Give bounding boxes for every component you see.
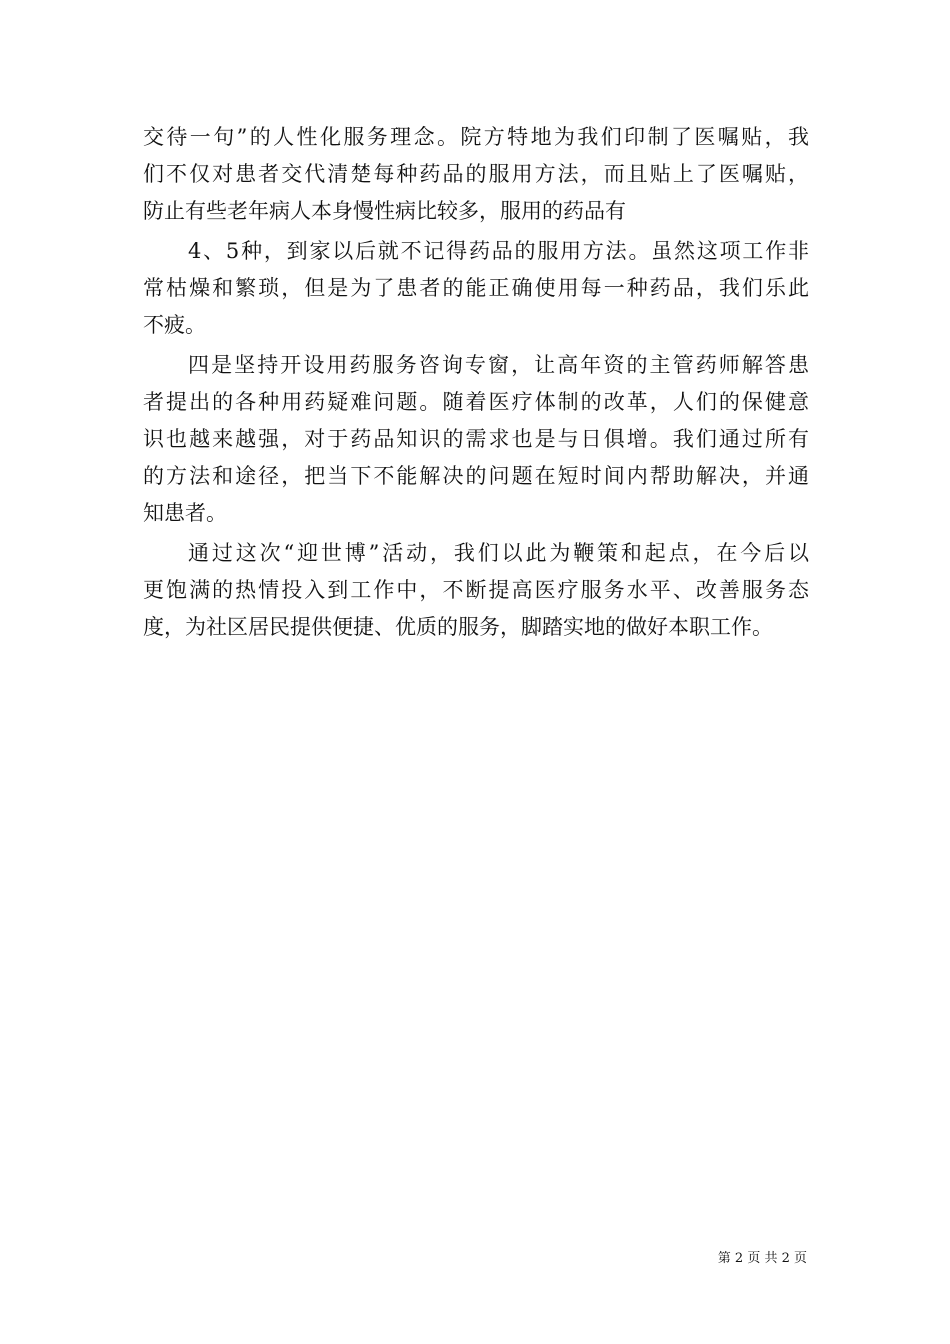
text-line: 度，为社区居民提供便捷、优质的服务，脚踏实地的做好本职工作。 — [143, 615, 773, 639]
text-line: 的方法和途径，把当下不能解决的问题在短时间内帮助解决，并通 — [143, 464, 809, 488]
paragraph — [143, 535, 809, 646]
text-line: 知患者。 — [143, 501, 227, 525]
text-line: 常枯燥和繁琐，但是为了患者的能正确使用每一种药品，我们乐此 — [143, 276, 809, 300]
text-line: 交待一句”的人性化服务理念。院方特地为我们印制了医嘱贴，我 — [143, 125, 809, 149]
paragraph — [143, 347, 809, 532]
paragraph — [143, 233, 809, 344]
text-line: 者提出的各种用药疑难问题。随着医疗体制的改革，人们的保健意 — [143, 390, 809, 414]
text-line: 4、5种，到家以后就不记得药品的服用方法。虽然这项工作非 — [188, 239, 809, 263]
paragraph — [143, 119, 809, 230]
text-line: 不疲。 — [143, 313, 206, 337]
page-number-footer: 第 2 页 共 2 页 — [717, 1251, 807, 1266]
text-line: 四是坚持开设用药服务咨询专窗，让高年资的主管药师解答患 — [188, 353, 809, 377]
text-line: 防止有些老年病人本身慢性病比较多，服用的药品有 — [143, 199, 626, 223]
document-body — [143, 119, 809, 646]
text-line: 们不仅对患者交代清楚每种药品的服用方法，而且贴上了医嘱贴， — [143, 162, 809, 186]
text-line: 更饱满的热情投入到工作中，不断提高医疗服务水平、改善服务态 — [143, 578, 809, 602]
text-line: 识也越来越强，对于药品知识的需求也是与日俱增。我们通过所有 — [143, 427, 809, 451]
text-line: 通过这次“迎世博”活动，我们以此为鞭策和起点，在今后以 — [188, 541, 809, 565]
